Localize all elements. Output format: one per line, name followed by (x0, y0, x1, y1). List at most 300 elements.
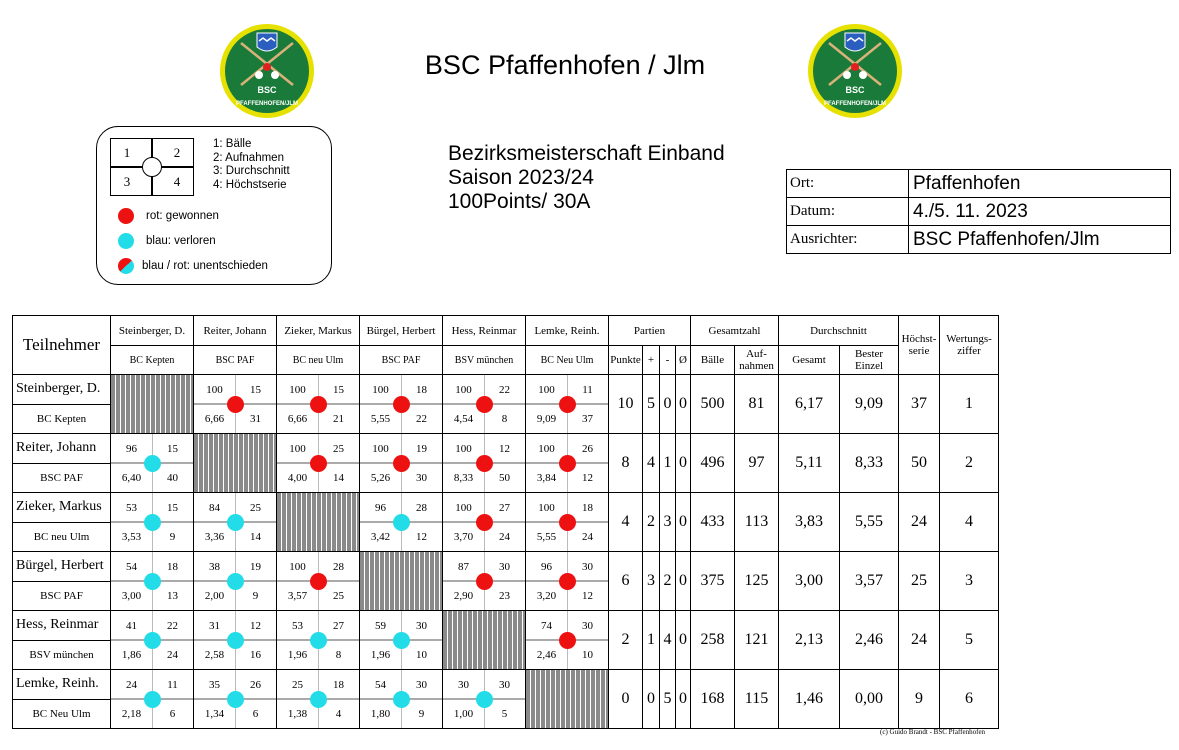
match-high-run: 16 (250, 648, 261, 661)
match-box (111, 552, 193, 610)
high-run-value: 25 (899, 552, 940, 611)
match-average: 3,70 (453, 530, 474, 543)
match-balls: 54 (126, 560, 137, 573)
player-row (13, 670, 999, 700)
hatched-cell (443, 611, 525, 669)
ranking-value: 5 (940, 611, 999, 670)
innings-total-value: 81 (735, 375, 779, 434)
match-cell (443, 375, 526, 434)
match-high-run: 12 (416, 530, 427, 543)
match-balls: 30 (458, 678, 469, 691)
info-value: Pfaffenhofen (909, 170, 1171, 198)
player-row (13, 611, 999, 641)
durchschnitt-header: Durchschnitt (779, 316, 899, 346)
match-cell (277, 375, 360, 434)
result-dot-icon (227, 514, 244, 531)
draws-value: 0 (676, 670, 691, 729)
match-average: 2,46 (536, 648, 557, 661)
match-high-run: 8 (335, 648, 342, 661)
match-cell (277, 611, 360, 670)
match-innings: 18 (167, 560, 178, 573)
match-balls: 41 (126, 619, 137, 632)
balls-total-value: 433 (691, 493, 735, 552)
points-value: 6 (609, 552, 643, 611)
match-box (443, 670, 525, 728)
match-balls: 24 (126, 678, 137, 691)
opponent-name-header: Hess, Reinmar (443, 316, 526, 346)
match-average: 9,09 (536, 412, 557, 425)
match-balls: 100 (289, 383, 306, 396)
points-value: 2 (609, 611, 643, 670)
header-row (13, 346, 999, 375)
partien-header: Partien (609, 316, 691, 346)
match-high-run: 30 (416, 471, 427, 484)
hatched-cell (194, 434, 276, 492)
draws-value: 0 (676, 552, 691, 611)
gesamtzahl-header: Gesamtzahl (691, 316, 779, 346)
match-cell (526, 611, 609, 670)
best-single-value: 2,46 (840, 611, 899, 670)
match-average: 8,33 (453, 471, 474, 484)
match-balls: 100 (289, 560, 306, 573)
match-box (360, 493, 442, 551)
match-innings: 30 (582, 560, 593, 573)
match-box (526, 552, 608, 610)
hatched-cell (111, 375, 193, 433)
match-average: 1,00 (453, 707, 474, 720)
balls-total-value: 168 (691, 670, 735, 729)
match-high-run: 37 (582, 412, 593, 425)
self-match-cell (443, 611, 526, 670)
legend-key-line: 3: Durchschnitt (213, 165, 290, 177)
match-box (111, 434, 193, 492)
aufnahmen-header: Auf-nahmen (735, 346, 779, 375)
match-average: 2,58 (204, 648, 225, 661)
player-row (13, 434, 999, 464)
balls-total-value: 375 (691, 552, 735, 611)
match-box (526, 493, 608, 551)
match-box (443, 434, 525, 492)
average-total-value: 1,46 (779, 670, 840, 729)
svg-text:PFAFFENHOFEN/JLM: PFAFFENHOFEN/JLM (235, 101, 299, 107)
match-high-run: 6 (252, 707, 259, 720)
season: Saison 2023/24 (448, 166, 594, 189)
minus-header: - (660, 346, 676, 375)
match-cell (443, 552, 526, 611)
match-high-run: 24 (582, 530, 593, 543)
high-run-value: 50 (899, 434, 940, 493)
match-balls: 54 (375, 678, 386, 691)
average-total-value: 6,17 (779, 375, 840, 434)
self-match-cell (194, 434, 277, 493)
match-cell (443, 434, 526, 493)
match-box (443, 552, 525, 610)
info-box (786, 169, 1171, 254)
plus-header: + (643, 346, 660, 375)
match-high-run: 5 (501, 707, 508, 720)
wins-value: 0 (643, 670, 660, 729)
result-dot-icon (393, 455, 410, 472)
legend-grid (110, 138, 194, 196)
match-cell (277, 670, 360, 729)
self-match-cell (111, 375, 194, 434)
opponent-club-header: BC neu Ulm (277, 346, 360, 375)
match-balls: 38 (209, 560, 220, 573)
legend-cell-3: 3 (110, 167, 152, 196)
best-single-value: 5,55 (840, 493, 899, 552)
result-dot-icon (144, 632, 161, 649)
legend-cell-2: 2 (152, 138, 194, 167)
losses-value: 2 (660, 552, 676, 611)
red-dot-icon (118, 208, 134, 224)
self-match-cell (526, 670, 609, 729)
match-innings: 11 (582, 383, 593, 396)
match-box (111, 611, 193, 669)
losses-value: 3 (660, 493, 676, 552)
hoechstserie-header: Höchst-serie (899, 316, 940, 375)
match-innings: 15 (167, 442, 178, 455)
innings-total-value: 97 (735, 434, 779, 493)
event-heading (448, 142, 725, 214)
results-table (12, 315, 999, 729)
match-average: 3,42 (370, 530, 391, 543)
points-value: 0 (609, 670, 643, 729)
match-high-run: 6 (169, 707, 176, 720)
points-value: 4 (609, 493, 643, 552)
match-cell (194, 611, 277, 670)
result-dot-icon (310, 632, 327, 649)
match-balls: 100 (455, 501, 472, 514)
match-box (360, 434, 442, 492)
match-balls: 100 (455, 442, 472, 455)
match-average: 4,00 (287, 471, 308, 484)
svg-text:BSC: BSC (257, 85, 277, 95)
legend-key-line: 2: Aufnahmen (213, 151, 284, 164)
svg-text:PFAFFENHOFEN/JLM: PFAFFENHOFEN/JLM (823, 101, 887, 107)
legend-key-line: 4: Höchstserie (213, 178, 287, 191)
match-balls: 100 (372, 442, 389, 455)
match-balls: 25 (292, 678, 303, 691)
match-innings: 26 (250, 678, 261, 691)
match-cell (526, 552, 609, 611)
match-high-run: 8 (501, 412, 508, 425)
result-dot-icon (476, 691, 493, 708)
player-club: BC Neu Ulm (13, 699, 111, 729)
match-innings: 18 (582, 501, 593, 514)
opponent-club-header: BC Kepten (111, 346, 194, 375)
match-average: 5,55 (536, 530, 557, 543)
result-dot-icon (559, 573, 576, 590)
legend-draw-label: blau / rot: unentschieden (142, 260, 268, 272)
match-average: 1,96 (370, 648, 391, 661)
match-high-run: 9 (252, 589, 259, 602)
player-club: BSC PAF (13, 581, 111, 611)
match-box (194, 670, 276, 728)
header-row (13, 316, 999, 346)
match-high-run: 40 (167, 471, 178, 484)
result-dot-icon (559, 514, 576, 531)
match-high-run: 12 (582, 471, 593, 484)
info-label: Datum: (787, 198, 909, 226)
match-innings: 30 (582, 619, 593, 632)
balls-total-value: 500 (691, 375, 735, 434)
match-innings: 18 (416, 383, 427, 396)
match-innings: 26 (582, 442, 593, 455)
wins-value: 4 (643, 434, 660, 493)
match-average: 3,57 (287, 589, 308, 602)
punkte-header: Punkte (609, 346, 643, 375)
match-innings: 12 (499, 442, 510, 455)
draws-value: 0 (676, 434, 691, 493)
innings-total-value: 121 (735, 611, 779, 670)
info-row (787, 226, 1171, 254)
points-value: 8 (609, 434, 643, 493)
match-balls: 100 (289, 442, 306, 455)
match-average: 6,66 (204, 412, 225, 425)
result-dot-icon (310, 573, 327, 590)
match-cell (526, 375, 609, 434)
points-value: 10 (609, 375, 643, 434)
match-balls: 100 (538, 442, 555, 455)
match-high-run: 14 (250, 530, 261, 543)
match-innings: 15 (167, 501, 178, 514)
match-balls: 96 (375, 501, 386, 514)
result-dot-icon (476, 396, 493, 413)
match-innings: 30 (416, 678, 427, 691)
match-high-run: 21 (333, 412, 344, 425)
legend-won (118, 207, 219, 225)
match-box (526, 434, 608, 492)
balls-total-value: 496 (691, 434, 735, 493)
result-dot-icon (476, 573, 493, 590)
result-dot-icon (144, 573, 161, 590)
match-innings: 30 (499, 560, 510, 573)
match-balls: 74 (541, 619, 552, 632)
legend-draw (118, 257, 268, 275)
losses-value: 4 (660, 611, 676, 670)
match-high-run: 22 (416, 412, 427, 425)
innings-total-value: 113 (735, 493, 779, 552)
match-balls: 100 (372, 383, 389, 396)
player-name: Bürgel, Herbert (13, 552, 111, 582)
result-dot-icon (559, 455, 576, 472)
baelle-header: Bälle (691, 346, 735, 375)
legend-box (96, 126, 332, 285)
club-title: BSC Pfaffenhofen / Jlm (424, 50, 706, 80)
opponent-name-header: Bürgel, Herbert (360, 316, 443, 346)
self-match-cell (277, 493, 360, 552)
match-innings: 19 (416, 442, 427, 455)
participants-header: Teilnehmer (13, 316, 111, 375)
match-innings: 12 (250, 619, 261, 632)
innings-total-value: 115 (735, 670, 779, 729)
match-high-run: 24 (499, 530, 510, 543)
match-balls: 100 (206, 383, 223, 396)
wins-value: 1 (643, 611, 660, 670)
match-average: 1,86 (121, 648, 142, 661)
legend-cell-4: 4 (152, 167, 194, 196)
ranking-value: 1 (940, 375, 999, 434)
match-average: 5,26 (370, 471, 391, 484)
info-row (787, 198, 1171, 226)
match-average: 2,90 (453, 589, 474, 602)
match-innings: 30 (499, 678, 510, 691)
match-high-run: 10 (416, 648, 427, 661)
match-cell (360, 434, 443, 493)
match-innings: 11 (167, 678, 178, 691)
match-cell (360, 375, 443, 434)
match-innings: 30 (416, 619, 427, 632)
match-innings: 28 (416, 501, 427, 514)
player-club: BC Kepten (13, 404, 111, 434)
match-cell (277, 552, 360, 611)
match-box (277, 670, 359, 728)
match-average: 1,96 (287, 648, 308, 661)
match-high-run: 14 (333, 471, 344, 484)
result-dot-icon (227, 573, 244, 590)
match-innings: 25 (250, 501, 261, 514)
match-box (360, 375, 442, 433)
opponent-club-header: BC Neu Ulm (526, 346, 609, 375)
match-high-run: 9 (418, 707, 425, 720)
match-innings: 15 (250, 383, 261, 396)
losses-value: 0 (660, 375, 676, 434)
match-innings: 22 (499, 383, 510, 396)
match-cell (194, 670, 277, 729)
match-balls: 96 (126, 442, 137, 455)
opponent-club-header: BSC PAF (194, 346, 277, 375)
match-innings: 22 (167, 619, 178, 632)
best-single-value: 8,33 (840, 434, 899, 493)
match-cell (360, 493, 443, 552)
ranking-value: 2 (940, 434, 999, 493)
event-title: Bezirksmeisterschaft Einband (448, 142, 725, 165)
result-dot-icon (393, 396, 410, 413)
high-run-value: 24 (899, 611, 940, 670)
match-box (526, 611, 608, 669)
match-cell (194, 493, 277, 552)
result-dot-icon (310, 455, 327, 472)
legend-center-circle (142, 157, 162, 177)
player-row (13, 375, 999, 405)
result-dot-icon (476, 455, 493, 472)
match-cell (443, 670, 526, 729)
match-balls: 100 (538, 383, 555, 396)
result-dot-icon (476, 514, 493, 531)
average-total-value: 3,83 (779, 493, 840, 552)
draws-value: 0 (676, 493, 691, 552)
svg-text:BSC: BSC (845, 85, 865, 95)
average-total-value: 5,11 (779, 434, 840, 493)
match-high-run: 23 (499, 589, 510, 602)
player-name: Hess, Reinmar (13, 611, 111, 641)
average-total-value: 3,00 (779, 552, 840, 611)
match-balls: 96 (541, 560, 552, 573)
result-dot-icon (310, 396, 327, 413)
match-high-run: 13 (167, 589, 178, 602)
info-value: BSC Pfaffenhofen/Jlm (909, 226, 1171, 254)
match-high-run: 31 (250, 412, 261, 425)
match-box (526, 375, 608, 433)
match-high-run: 4 (335, 707, 342, 720)
wins-value: 3 (643, 552, 660, 611)
result-dot-icon (144, 514, 161, 531)
draws-value: 0 (676, 375, 691, 434)
match-box (277, 552, 359, 610)
match-cell (194, 375, 277, 434)
info-label: Ort: (787, 170, 909, 198)
match-average: 1,80 (370, 707, 391, 720)
match-average: 2,00 (204, 589, 225, 602)
legend-lost (118, 232, 216, 250)
match-cell (526, 493, 609, 552)
match-innings: 18 (333, 678, 344, 691)
legend-cell-1: 1 (110, 138, 152, 167)
draw-header: Ø (676, 346, 691, 375)
opponent-club-header: BSV münchen (443, 346, 526, 375)
match-high-run: 9 (169, 530, 176, 543)
match-high-run: 12 (582, 589, 593, 602)
bester-header: Bester Einzel (840, 346, 899, 375)
balls-total-value: 258 (691, 611, 735, 670)
match-high-run: 10 (582, 648, 593, 661)
match-box (111, 670, 193, 728)
match-box (194, 611, 276, 669)
player-row (13, 552, 999, 582)
match-innings: 28 (333, 560, 344, 573)
player-name: Steinberger, D. (13, 375, 111, 405)
gesamt-header: Gesamt (779, 346, 840, 375)
match-balls: 100 (455, 383, 472, 396)
average-total-value: 2,13 (779, 611, 840, 670)
legend-key (213, 138, 290, 192)
result-dot-icon (227, 632, 244, 649)
match-innings: 27 (333, 619, 344, 632)
hatched-cell (277, 493, 359, 551)
draws-value: 0 (676, 611, 691, 670)
match-average: 1,34 (204, 707, 225, 720)
legend-won-label: rot: gewonnen (146, 210, 219, 222)
match-box (443, 493, 525, 551)
player-name: Reiter, Johann (13, 434, 111, 464)
match-average: 3,84 (536, 471, 557, 484)
opponent-name-header: Zieker, Markus (277, 316, 360, 346)
billiard-logo-icon (219, 23, 315, 119)
credit: (c) Guido Brandt - BSC Pfaffenhofen (880, 728, 986, 736)
innings-total-value: 125 (735, 552, 779, 611)
legend-lost-label: blau: verloren (146, 235, 216, 247)
high-run-value: 24 (899, 493, 940, 552)
match-average: 6,66 (287, 412, 308, 425)
match-cell (111, 670, 194, 729)
match-balls: 31 (209, 619, 220, 632)
result-dot-icon (227, 691, 244, 708)
match-average: 4,54 (453, 412, 474, 425)
match-innings: 25 (333, 442, 344, 455)
ranking-value: 4 (940, 493, 999, 552)
legend-key-line: 1: Bälle (213, 138, 252, 150)
best-single-value: 0,00 (840, 670, 899, 729)
result-dot-icon (559, 396, 576, 413)
match-cell (277, 434, 360, 493)
club-logo-left (219, 23, 315, 119)
match-balls: 53 (292, 619, 303, 632)
match-high-run: 24 (167, 648, 178, 661)
match-cell (111, 493, 194, 552)
discipline: 100Points/ 30A (448, 190, 591, 213)
match-cell (111, 552, 194, 611)
club-logo-right (807, 23, 903, 119)
